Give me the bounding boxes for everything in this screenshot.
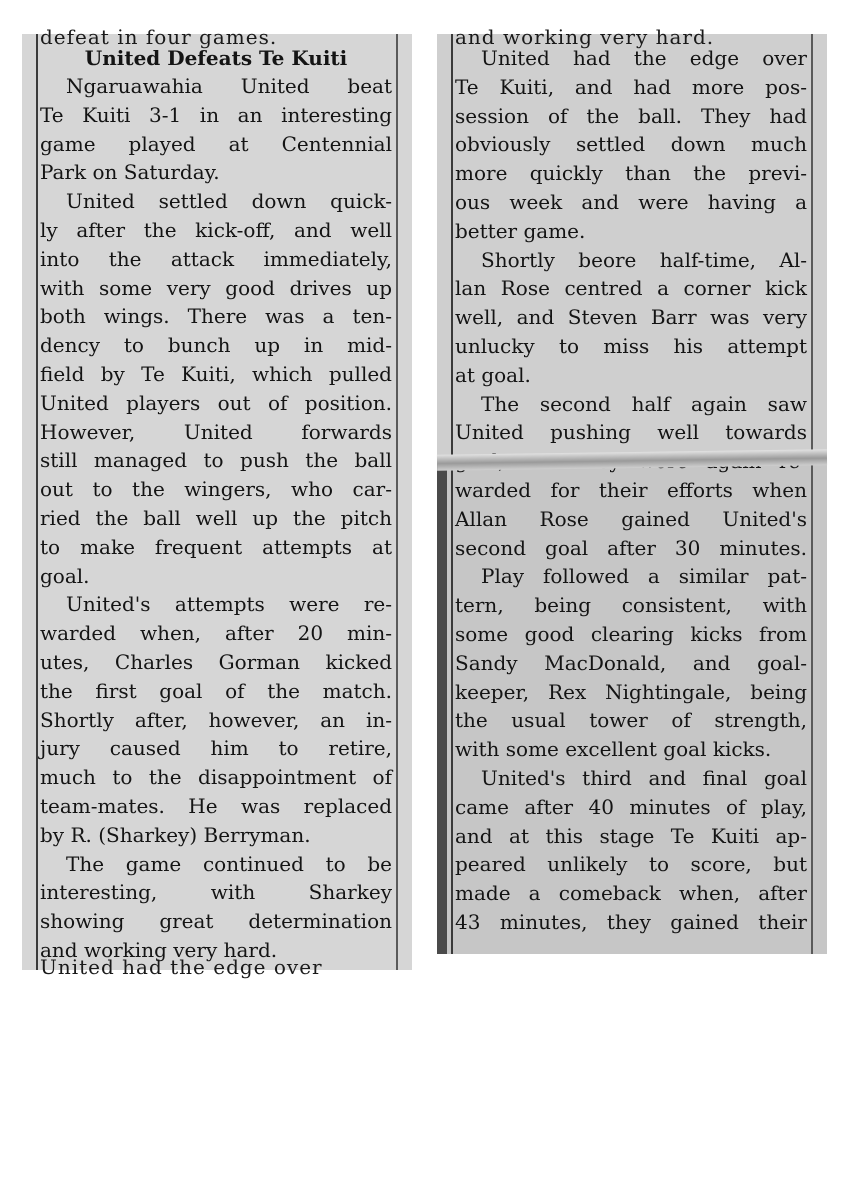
column-rule-left	[451, 34, 453, 954]
text-line: goal.	[40, 563, 90, 588]
text-line: 43 minutes, they gained their	[455, 909, 807, 934]
text-line: showing great determination	[40, 909, 392, 934]
text-line: and at this stage Te Kuiti ap-	[455, 823, 807, 848]
text-line: dency to bunch up in mid-	[40, 333, 392, 358]
text-line: Shortly after, however, an in-	[40, 707, 392, 732]
cutoff-text-bottom: United had the edge over	[40, 955, 323, 979]
text-line: United settled down quick-	[66, 189, 392, 214]
text-line: Ngaruawahia United beat	[66, 74, 392, 98]
article-headline: United Defeats Te Kuiti	[84, 46, 348, 70]
cutoff-text-top: and working very hard.	[455, 25, 715, 49]
text-line: made a comeback when, after	[455, 881, 807, 906]
text-line: lan Rose centred a corner kick	[455, 276, 807, 301]
text-line: Te Kuiti 3-1 in an interesting	[40, 102, 392, 127]
clipping-shadow-edge	[437, 464, 447, 954]
text-line: United had the edge over	[481, 46, 807, 70]
text-line: team-mates. He was replaced	[40, 793, 392, 818]
right-newspaper-clipping	[437, 25, 827, 954]
text-line: with some very good drives up	[40, 275, 392, 300]
text-line: United's third and final goal	[481, 765, 807, 790]
text-line: United's attempts were re-	[66, 592, 392, 617]
column-rule-right	[396, 34, 398, 970]
text-line: both wings. There was a ten-	[40, 304, 392, 329]
text-line: United pushing well towards	[455, 420, 807, 445]
text-line: Play followed a similar pat-	[481, 564, 807, 589]
text-line: obviously settled down much	[455, 132, 807, 157]
text-line: the first goal of the match.	[40, 678, 392, 703]
text-line: with some excellent goal kicks.	[455, 737, 772, 762]
text-line: United players out of position.	[40, 390, 392, 415]
text-line: better game.	[455, 218, 586, 243]
text-line: warded when, after 20 min-	[40, 621, 392, 646]
text-line: by R. (Sharkey) Berryman.	[40, 822, 311, 847]
text-line: still managed to push the ball	[40, 448, 392, 473]
text-line: The game continued to be	[66, 851, 392, 876]
text-line: utes, Charles Gorman kicked	[40, 649, 392, 674]
text-line: out to the wingers, who car-	[40, 477, 392, 502]
text-line: keeper, Rex Nightingale, being	[455, 679, 807, 704]
article-body-right	[455, 44, 807, 937]
text-line: much to the disappointment of	[40, 765, 392, 790]
text-line: Shortly beore half-time, Al-	[481, 247, 807, 272]
text-line: second goal after 30 minutes.	[455, 535, 807, 560]
text-line: ous week and were having a	[455, 189, 807, 214]
text-line: session of the ball. They had	[455, 103, 807, 128]
text-line: Allan Rose gained United's	[455, 506, 807, 531]
text-line: warded for their efforts when	[455, 477, 807, 502]
text-line: at goal.	[455, 362, 531, 387]
text-line: unlucky to miss his attempt	[455, 333, 807, 358]
text-line: ried the ball well up the pitch	[40, 505, 392, 530]
text-line: However, United forwards	[40, 419, 392, 444]
article-column-right	[455, 44, 807, 937]
text-line: some good clearing kicks from	[455, 621, 807, 646]
text-line: tern, being consistent, with	[455, 593, 807, 618]
text-line: The second half again saw	[481, 391, 807, 416]
text-line: game played at Centennial	[40, 131, 392, 156]
text-line: into the attack immediately,	[40, 246, 392, 271]
text-line: jury caused him to retire,	[40, 736, 392, 761]
text-line: ly after the kick-off, and well	[40, 217, 392, 242]
text-line: and working very hard.	[40, 937, 278, 962]
column-rule-left	[36, 34, 38, 970]
article-column-left	[40, 44, 392, 965]
cutoff-text-top: defeat in four games.	[40, 25, 278, 49]
text-line: to make frequent attempts at	[40, 534, 392, 559]
text-line: Te Kuiti, and had more pos-	[455, 74, 807, 99]
column-rule-right	[811, 34, 813, 954]
article-body-left	[40, 72, 392, 965]
text-line: the usual tower of strength,	[455, 708, 807, 733]
text-line: came after 40 minutes of play,	[455, 794, 807, 819]
text-line: interesting, with Sharkey	[40, 880, 392, 905]
left-newspaper-clipping	[22, 25, 412, 979]
text-line: Park on Saturday.	[40, 160, 220, 185]
text-line: field by Te Kuiti, which pulled	[40, 361, 392, 386]
text-line: more quickly than the previ-	[455, 161, 807, 186]
text-line: Sandy MacDonald, and goal-	[455, 650, 807, 675]
text-line: well, and Steven Barr was very	[455, 305, 807, 330]
text-line: peared unlikely to score, but	[455, 852, 807, 877]
